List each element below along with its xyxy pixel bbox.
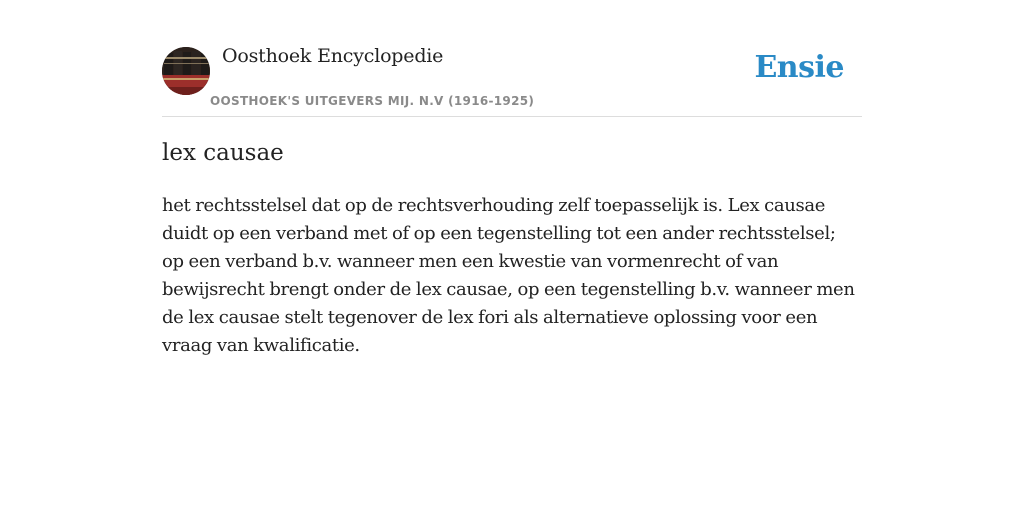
entry-title: lex causae [162,140,284,166]
brand-logo[interactable]: Ensie [754,50,844,85]
book-spines-icon [162,47,210,95]
entry-definition: het rechtsstelsel dat op de rechtsverhouding zelf toepasselijk is. Lex causae duidt op een verband met of op een tegenstelling tot een ander rechtsstelsel; op een verband b.v. wanneer men een kwestie van vormenrecht of van bewijsrecht brengt onder de lex causae, op een tegenstelling b.v. wanneer men de lex causae stelt tegenover de lex fori als alternatieve oplossing voor een vraag van kwalificatie. [162,195,855,356]
source-header [162,0,862,117]
publisher-label: OOSTHOEK'S UITGEVERS MIJ. N.V (1916-1925) [210,94,535,108]
entry-card [162,0,862,356]
source-avatar[interactable] [162,47,210,95]
source-title[interactable]: Oosthoek Encyclopedie [222,45,444,67]
